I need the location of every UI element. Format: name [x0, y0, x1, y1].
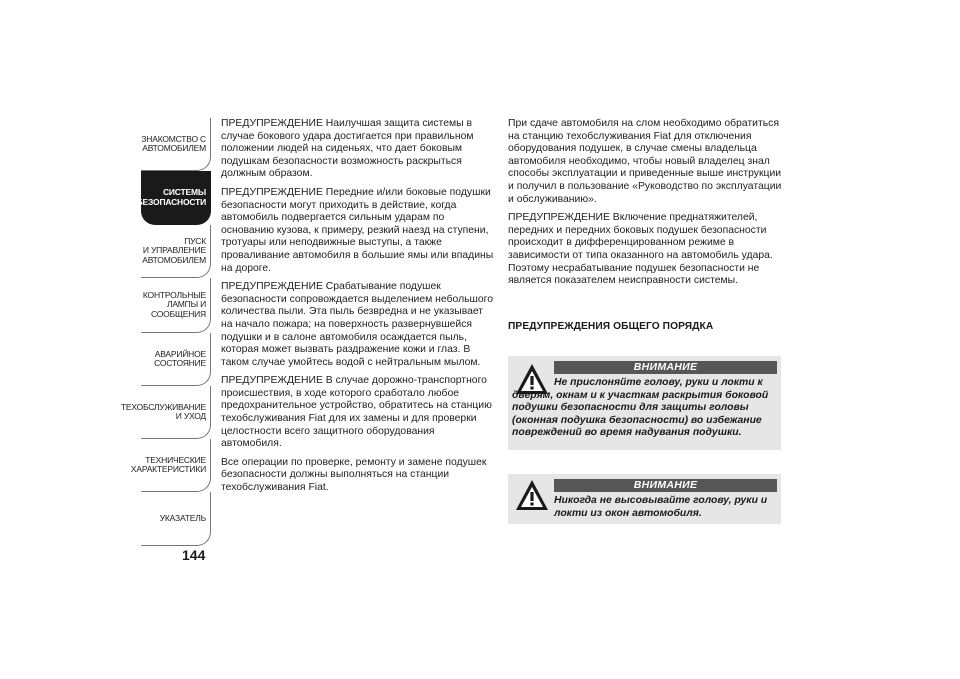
paragraph: ПРЕДУПРЕЖДЕНИЕ Передние и/или боковые подушки безопасности могут приходить в действие, когда автомобиль подвергается сильным ударам по основанию кузова, к примеру, резкий наезд на ступени, тротуары или неподвижные выступы, а также проваливание автомобиля в большие ямы или впадины на дороге. — [221, 186, 494, 274]
chapter-tab-starting[interactable] — [141, 225, 211, 278]
warning-box — [508, 474, 781, 524]
chapter-tab-label: ТЕХОБСЛУЖИВАНИЕ И УХОД — [120, 401, 206, 421]
chapter-tab-safety[interactable] — [136, 171, 211, 225]
chapter-tab-intro[interactable] — [141, 118, 211, 171]
warning-box — [508, 356, 781, 450]
chapter-tab-label: ЗНАКОМСТВО С АВТОМОБИЛЕМ — [141, 133, 206, 153]
chapter-tab-label: ПУСК И УПРАВЛЕНИЕ АВТОМОБИЛЕМ — [142, 235, 206, 265]
paragraph: Все операции по проверке, ремонту и замене подушек безопасности должны выполняться на станции техобслуживания Fiat. — [221, 456, 487, 494]
chapter-tab-label: СИСТЕМЫ БЕЗОПАСНОСТИ — [136, 187, 206, 207]
paragraph: ПРЕДУПРЕЖДЕНИЕ Срабатывание подушек безопасности сопровождается выделением небольшого количества пыли. Эта пыль безвредна и не указывает на начало пожара; на поверхность развернувшейся подушки и в салоне автомобиля осаждается пыль, которая может вызвать раздражение кожи и глаз. В таком случае умойтесь водой с нейтральным мылом. — [221, 281, 494, 368]
chapter-tab-label: КОНТРОЛЬНЫЕ ЛАМПЫ И СООБЩЕНИЯ — [142, 289, 206, 319]
left-column — [221, 118, 495, 501]
chapter-tab-warning-lights[interactable] — [141, 278, 211, 333]
warning-title: ВНИМАНИЕ — [554, 479, 777, 492]
warning-triangle-icon — [514, 478, 550, 512]
chapter-tab-label: АВАРИЙНОЕ СОСТОЯНИЕ — [154, 348, 206, 368]
paragraph: ПРЕДУПРЕЖДЕНИЕ В случае дорожно-транспортного происшествия, в ходе которого сработало любое предохранительное устройство, обратитесь на станцию техобслуживания Fiat для их замены и для проверки целостности всего защитного оборудования автомобиля. — [221, 375, 492, 450]
chapter-tab-maintenance[interactable] — [120, 386, 211, 439]
paragraph: ПРЕДУПРЕЖДЕНИЕ Включение преднатяжителей, передних и передних боковых подушек безопасности происходит в дифференцированном режиме в зависимости от типа оказанного на автомобиль удара. Поэтому несрабатывание подушек безопасности не является показателем неисправности системы. — [508, 212, 773, 287]
chapter-tab-emergency[interactable] — [141, 333, 211, 386]
chapter-tab-label: УКАЗАТЕЛЬ — [159, 512, 206, 523]
section-heading: ПРЕДУПРЕЖДЕНИЯ ОБЩЕГО ПОРЯДКА — [508, 321, 714, 332]
page-number: 144 — [182, 547, 206, 563]
warning-title: ВНИМАНИЕ — [554, 361, 777, 374]
paragraph: При сдаче автомобиля на слом необходимо обратиться на станцию техобслуживания Fiat для отключения оборудования подушек, в случае смены владельца автомобиля необходимо, чтобы новый владелец знал способы эксплуатации и приведенные выше инструкции и получил в пользование «Руководство по эксплуатации и обслуживанию». — [508, 118, 782, 205]
paragraph: ПРЕДУПРЕЖДЕНИЕ Наилучшая защита системы в случае бокового удара достигается при правильном положении людей на сиденьях, что дает боковым подушкам безопасности возможность раскрыться должным образом. — [221, 118, 474, 180]
right-column — [508, 118, 783, 294]
chapter-tab-specs[interactable] — [130, 439, 211, 492]
chapter-tab-label: ТЕХНИЧЕСКИЕ ХАРАКТЕРИСТИКИ — [130, 454, 206, 474]
chapter-sidebar — [120, 118, 211, 546]
warning-text: Не прислоняйте голову, руки и локти к дверям, окнам и к участкам раскрытия боковой подушки безопасности для защиты головы (оконная подушка безопасности) во избежание повреждений во время надувания подушки. — [512, 377, 769, 439]
warning-text: Никогда не высовывайте голову, руки и локти из окон автомобиля. — [554, 495, 768, 519]
chapter-tab-index[interactable] — [141, 492, 211, 546]
